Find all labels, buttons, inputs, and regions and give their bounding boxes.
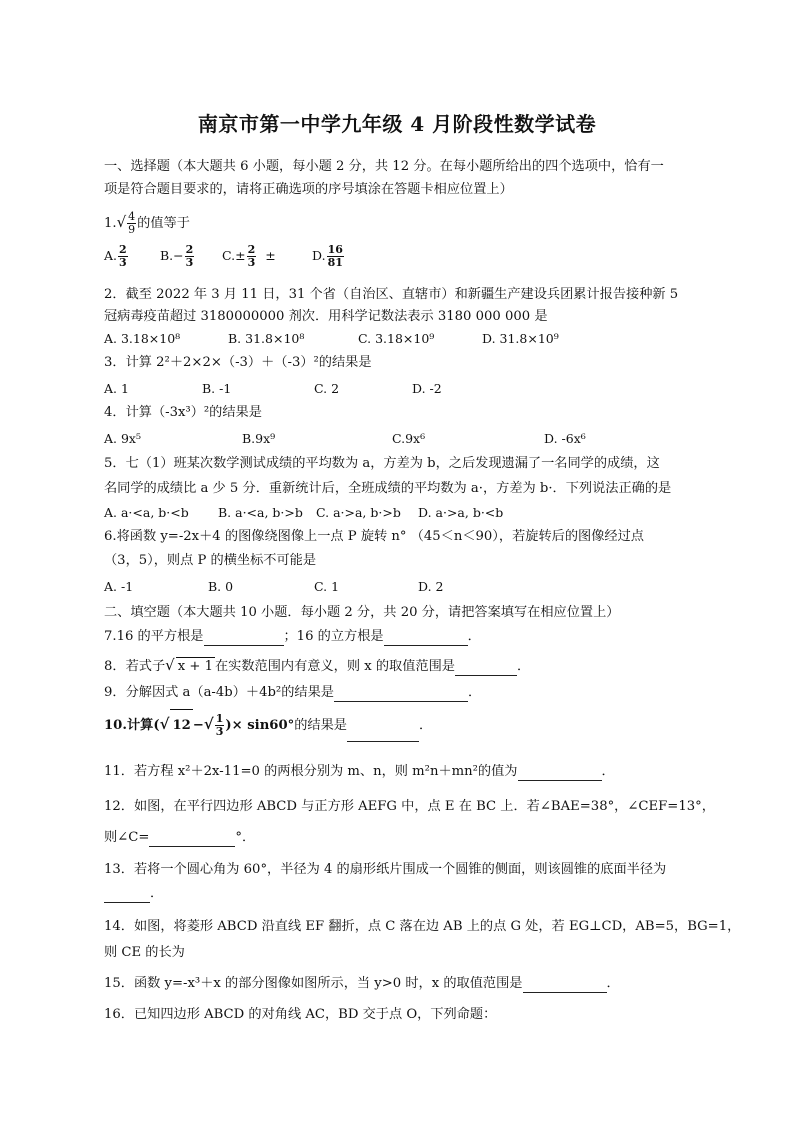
q5-option-c: C. a·>a, b·>b [316,505,401,520]
q4-option-d: D. -6x⁶ [544,431,586,446]
q3-option-c: C. 2 [314,381,340,396]
q5-option-a: A. a·<a, b·<b [104,505,189,520]
question-14-line2: 则 CE 的长为 [104,945,185,960]
q1-option-d: D. $\frac{16}{81}$ [312,243,343,269]
q2-option-d: D. 31.8×10⁹ [482,331,559,346]
q13-answer-blank[interactable] [104,888,150,903]
q3-option-d: D. -2 [412,381,442,396]
question-13-line1: 13．若将一个圆心角为 60°，半径为 4 的扇形纸片围成一个圆锥的侧面，则该圆锥的底面半径为 [104,862,667,877]
q6-option-a: A. -1 [104,579,134,594]
q10-answer-blank[interactable] [347,727,419,742]
question-5-line1: 5．七（1）班某次数学测试成绩的平均数为 a，方差为 b，之后发现遗漏了一名同学的成绩，这 [104,456,660,471]
question-1: 1.√ $\frac{4}{9}$ 的值等于 [104,210,190,236]
question-4: 4．计算（-3x³）²的结果是 [104,405,262,420]
q11-answer-blank[interactable] [518,766,602,781]
q2-option-c: C. 3.18×10⁹ [358,331,435,346]
question-2-line1: 2．截至 2022 年 3 月 11 日，31 个省（自治区、直辖市）和新疆生产建设兵团累计报告接种新 5 [104,287,679,302]
question-16-line1: 16．已知四边形 ABCD 的对角线 AC，BD 交于点 O，下列命题： [104,1007,497,1022]
page-title: 南京市第一中学九年级 4 月阶段性数学试卷 [197,112,597,136]
q3-option-a: A. 1 [104,381,129,396]
q2-option-a: A. 3.18×10⁸ [104,331,181,346]
q1-option-c: C.± $\frac{2}{3}$ ± [222,243,276,269]
q12-answer-blank[interactable] [149,832,235,847]
q4-option-a: A. 9x⁵ [104,431,141,446]
q5-option-d: D. a·>a, b·<b [418,505,504,520]
question-5-line2: 名同学的成绩比 a 少 5 分．重新统计后，全班成绩的平均数为 a·，方差为 b·．下列说法正确的是 [104,481,672,496]
q1-option-b: B.− $\frac{2}{3}$ [160,243,194,269]
sqrt-icon: √ [116,213,127,231]
question-2-line2: 冠病毒疫苗超过 3180000000 剂次．用科学记数法表示 3180 000 000 是 [104,309,548,324]
question-7: 7.16 的平方根是 ；16 的立方根是 ． [104,629,481,644]
q1-option-a: A. $\frac{2}{3}$ [104,243,127,269]
question-6-line1: 6.将函数 y=-2x＋4 的图像绕图像上一点 P 旋转 n° （45＜n＜90），若旋转后的图像经过点 [104,529,644,544]
q6-option-b: B. 0 [208,579,234,594]
question-8: 8．若式子√ x + 1 在实数范围内有意义，则 x 的取值范围是 ． [104,656,531,674]
q5-option-b: B. a·<a, b·>b [218,505,303,520]
question-15: 15．函数 y=-x³＋x 的部分图像如图所示，当 y>0 时，x 的取值范围是 ． [104,976,620,991]
q8-answer-blank[interactable] [455,661,517,676]
question-6-line2: （3，5），则点 P 的横坐标不可能是 [104,553,317,568]
question-12-line2: 则∠C= °． [104,830,256,845]
section1-instructions-line2: 项是符合题目要求的，请将正确选项的序号填涂在答题卡相应位置上） [104,182,513,197]
q2-option-b: B. 31.8×10⁸ [228,331,305,346]
q7-answer-blank-1[interactable] [204,631,284,646]
question-9: 9．分解因式 a（a-4b）＋4b²的结果是 ． [104,685,482,700]
question-13-line2: ． [104,885,163,903]
q3-option-b: B. -1 [202,381,232,396]
q4-option-b: B.9x⁹ [242,431,276,446]
question-12-line1: 12．如图，在平行四边形 ABCD 与正方形 AEFG 中，点 E 在 BC 上．若∠BAE=38°，∠CEF=13°， [104,799,715,814]
q1-fraction: $\frac{4}{9}$ [128,210,136,236]
sqrt-icon: √ [165,656,175,674]
question-10: 10.计算(√ 12 −√ $\frac{1}{3}$ )× sin60°的结果是 ． [104,708,432,740]
section1-instructions-line1: 一、选择题（本大题共 6 小题，每小题 2 分，共 12 分。在每小题所给出的四个选项中，恰有一 [104,159,664,174]
question-14-line1: 14．如图，将菱形 ABCD 沿直线 EF 翻折，点 C 落在边 AB 上的点 G 处，若 EG⊥CD，AB=5，BG=1， [104,919,741,934]
q9-answer-blank[interactable] [334,687,468,702]
section2-instructions: 二、填空题（本大题共 10 小题．每小题 2 分，共 20 分，请把答案填写在相应位置上） [104,605,620,620]
sqrt-icon: √ [203,715,214,733]
question-3: 3．计算 2²＋2×2×（-3）＋（-3）²的结果是 [104,355,372,370]
q15-answer-blank[interactable] [523,978,607,993]
q7-answer-blank-2[interactable] [384,631,468,646]
sqrt-icon: √ [159,715,170,733]
q6-option-c: C. 1 [314,579,340,594]
q6-option-d: D. 2 [418,579,444,594]
q4-option-c: C.9x⁶ [392,431,426,446]
question-11: 11．若方程 x²＋2x-11=0 的两根分别为 m、n，则 m²n＋mn²的值为 ． [104,764,615,779]
